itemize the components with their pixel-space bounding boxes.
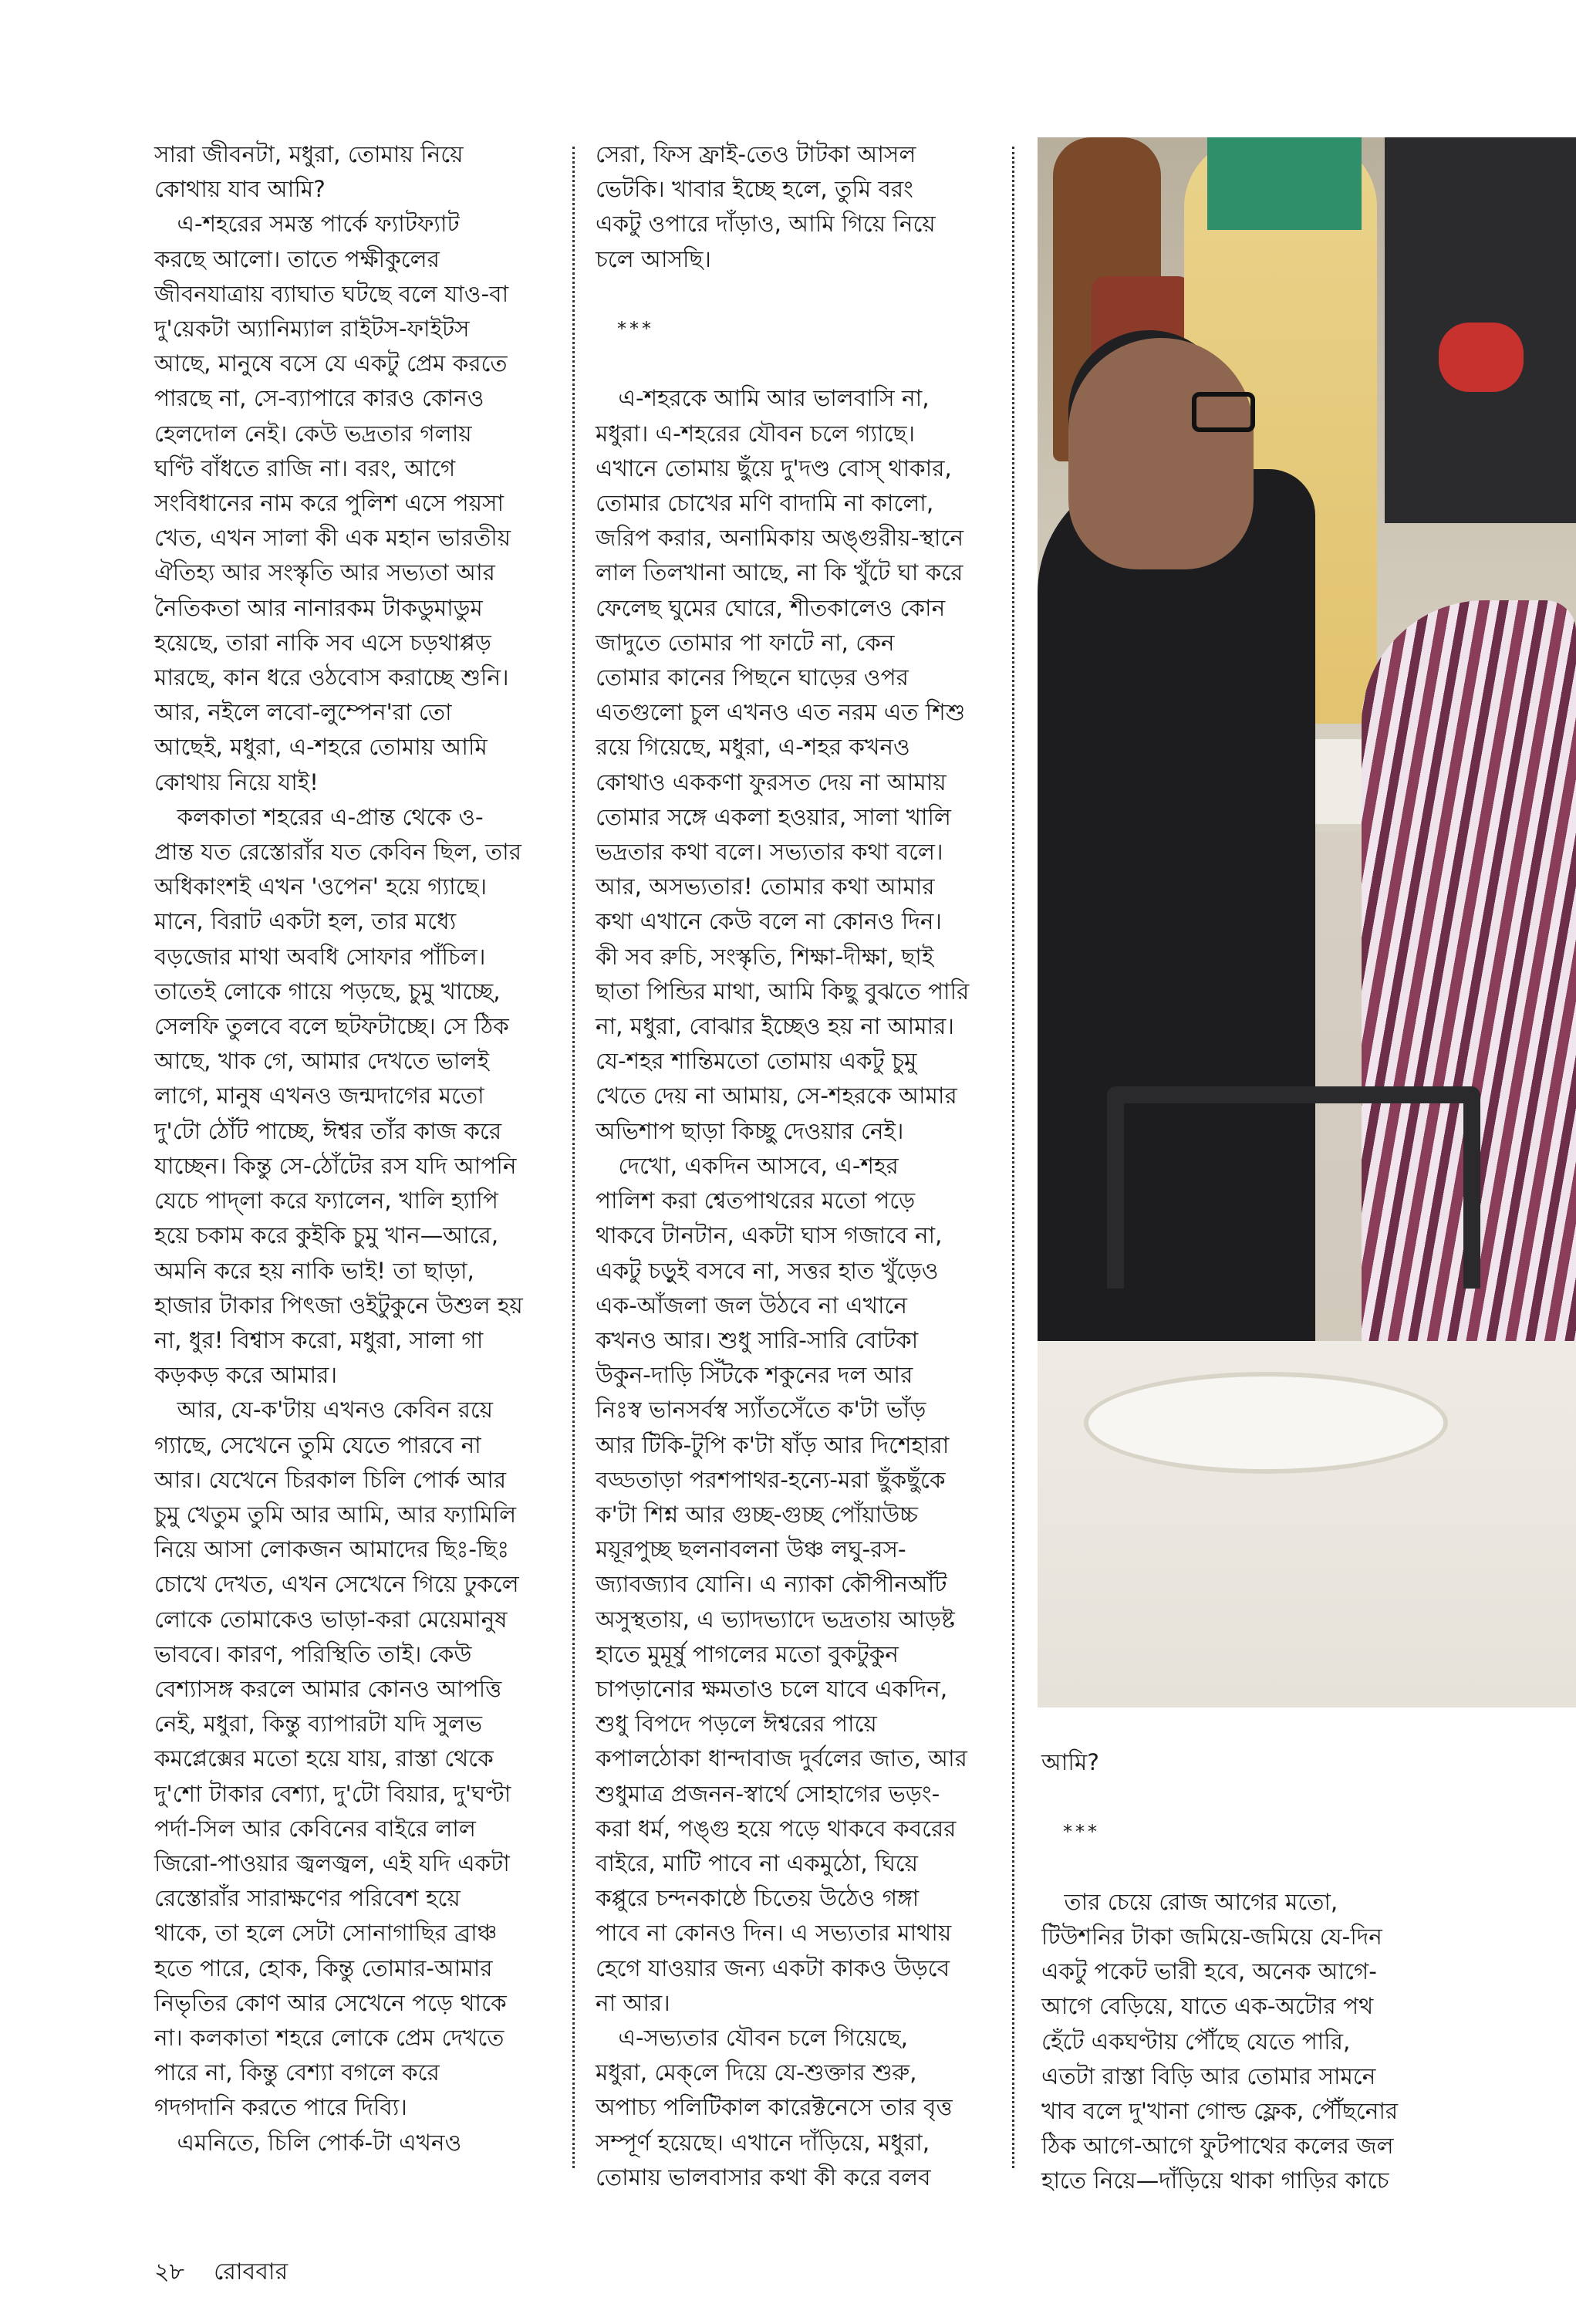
text-line: মারছে, কান ধরে ওঠবোস করাচ্ছে শুনি। <box>154 664 509 691</box>
text-line: সেরা, ফিস ফ্রাই-তেও টাটকা আসল <box>596 141 916 167</box>
text-line: ফেলেছ ঘুমের ঘোরে, শীতকালেও কোন <box>596 594 946 621</box>
text-line: শুধুমাত্র প্রজনন-স্বার্থে সোহাগের ভড়ং- <box>596 1780 940 1807</box>
text-line: বাইরে, মাটি পাবে না একমুঠো, ঘিয়ে <box>596 1849 919 1876</box>
text-line: আর। যেখেনে চিরকাল চিলি পোর্ক আর <box>154 1466 507 1493</box>
text-line: হেঁটে একঘণ্টায় পৌঁছে যেতে পারি, <box>1041 2028 1351 2055</box>
text-line: পর্দা-সিল আর কেবিনের বাইরে লাল <box>154 1815 476 1842</box>
text-line: এখানে তোমায় ছুঁয়ে দু'দণ্ড বোস্‌ থাকার, <box>596 454 952 481</box>
text-line: কপ্পুরে চন্দনকাষ্ঠে চিতেয় উঠেও গঙ্গা <box>596 1885 920 1912</box>
text-line: একটু চড়ুই বসবে না, সত্তর হাত খুঁড়েও <box>596 1257 939 1284</box>
text-line: খেতে দেয় না আমায়, সে-শহরকে আমার <box>596 1083 957 1110</box>
text-line: জরিপ করার, অনামিকায় অঙ্গুরীয়-স্থানে <box>596 525 963 552</box>
page-number: ২৮ <box>154 2258 184 2285</box>
text-line: কখনও আর। শুধু সারি-সারি বোটকা <box>596 1326 919 1353</box>
text-line: পাবে না কোনও দিন। এ সভ্যতার মাথায় <box>596 1920 952 1947</box>
text-line: লাগে, মানুষ এখনও জন্মদাগের মতো <box>154 1083 484 1110</box>
text-line: কী সব রুচি, সংস্কৃতি, শিক্ষা-দীক্ষা, ছাই <box>596 943 934 970</box>
text-line: সংবিধানের নাম করে পুলিশ এসে পয়সা <box>154 490 505 517</box>
text-line: অমনি করে হয় নাকি ভাই! তা ছাড়া, <box>154 1257 474 1284</box>
text-line: করা ধর্ম, পঙ্গু হয়ে পড়ে থাকবে কবরের <box>596 1815 957 1842</box>
text-line: ছাতা পিন্ডির মাথা, আমি কিছু বুঝতে পারি <box>596 978 970 1005</box>
text-line: টিউশনির টাকা জমিয়ে-জমিয়ে যে-দিন <box>1041 1924 1382 1951</box>
text-line: পারছে না, সে-ব্যাপারে কারও কোনও <box>154 385 484 412</box>
text-line <box>1041 1850 1443 1885</box>
text-line: হাজার টাকার পিৎজা ওইটুকুনে উশুল হয় <box>154 1292 523 1319</box>
text-line: থাকে, তা হলে সেটা সোনাগাছির ব্রাঞ্চ <box>154 1920 498 1947</box>
text-line <box>1041 1780 1443 1815</box>
text-line: চলে আসছি। <box>596 245 711 272</box>
text-line: ভদ্রতার কথা বলে। সভ্যতার কথা বলে। <box>596 839 943 866</box>
text-line: লাল তিলখানা আছে, না কি খুঁটে ঘা করে <box>596 559 963 586</box>
text-line: গ্যাছে, সেখেনে তুমি যেতে পারবে না <box>154 1431 481 1458</box>
text-line: উকুন-দাড়ি সিঁটকে শকুনের দল আর <box>596 1362 913 1389</box>
text-line: আর, নইলে লবো-লুম্পেন'রা তো <box>154 699 452 726</box>
restaurant-photo <box>1038 137 1576 1708</box>
text-line: বড্ডতাড়া পরশপাথর-হন্যে-মরা ছুঁকছুঁকে <box>596 1466 946 1493</box>
text-line: ঘণ্টি বাঁধতে রাজি না। বরং, আগে <box>154 454 456 481</box>
text-line: ময়ূরপুচ্ছ ছলনাবলনা উঞ্চ লঘু-রস- <box>596 1536 906 1563</box>
text-line: জ্যাবজ্যাব যোনি। এ ন্যাকা কৌপীনআঁট <box>596 1571 947 1598</box>
text-line: গদগদানি করতে পারে দিব্যি। <box>154 2094 407 2121</box>
text-line: এক-আঁজলা জল উঠবে না এখানে <box>596 1292 907 1319</box>
text-line: অসুস্থতায়, এ ভ্যাদভ্যাদে ভদ্রতায় আড়ষ্ট <box>596 1606 955 1633</box>
text-line: আছেই, মধুরা, এ-শহরে তোমায় আমি <box>154 734 488 761</box>
text-line: এ-শহরের সমস্ত পার্কে ফ্যাটফ্যাট <box>154 211 460 238</box>
text-line: তাতেই লোকে গায়ে পড়ছে, চুমু খাচ্ছে, <box>154 978 501 1005</box>
text-line: এ-শহরকে আমি আর ভালবাসি না, <box>596 385 930 412</box>
text-line: এ-সভ্যতার যৌবন চলে গিয়েছে, <box>596 2024 908 2051</box>
text-line: নিঃস্ব ভানসর্বস্ব স্যাঁতসেঁতে ক'টা ভাঁড় <box>596 1397 926 1424</box>
text-line <box>596 346 997 381</box>
text-line: না আর। <box>596 1989 670 2016</box>
magazine-name: রোববার <box>214 2258 289 2285</box>
text-line: ক'টা শিশ্ন আর গুচ্ছ-গুচ্ছ পোঁয়াউচ্চ <box>596 1501 918 1528</box>
text-line: দু'টো ঠোঁট পাচ্ছে, ঈশ্বর তাঁর কাজ করে <box>154 1117 502 1144</box>
text-line: খেত, এখন সালা কী এক মহান ভারতীয় <box>154 525 511 552</box>
text-line: মধুরা। এ-শহরের যৌবন চলে গ্যাছে। <box>596 420 916 447</box>
text-line: চাপড়ানোর ক্ষমতাও চলে যাবে একদিন, <box>596 1675 948 1702</box>
text-line: হয়ে চকাম করে কুইকি চুমু খান—আরে, <box>154 1222 499 1249</box>
text-line: খাব বলে দু'খানা গোল্ড ফ্লেক, পৌঁছনোর <box>1041 2098 1399 2125</box>
text-line: বেশ্যাসঙ্গ করলে আমার কোনও আপত্তি <box>154 1675 502 1702</box>
text-line: শুধু বিপদে পড়লে ঈশ্বরের পায়ে <box>596 1711 877 1738</box>
text-column-1 <box>154 137 555 2160</box>
text-line: জিরো-পাওয়ার জ্বলজ্বল, এই যদি একটা <box>154 1849 510 1876</box>
text-line: *** <box>596 318 654 340</box>
text-line: দু'শো টাকার বেশ্যা, দু'টো বিয়ার, দু'ঘণ্টা <box>154 1780 511 1807</box>
column-divider-1 <box>572 147 575 2168</box>
text-line: আর, যে-ক'টায় এখনও কেবিন রয়ে <box>154 1397 494 1424</box>
text-line: আগে বেড়িয়ে, যাতে এক-অটোর পথ <box>1041 1993 1374 2020</box>
column-divider-2 <box>1012 147 1014 2168</box>
text-line: চুমু খেতুম তুমি আর আমি, আর ফ্যামিলি <box>154 1501 517 1528</box>
text-column-2 <box>596 137 997 2195</box>
text-line: মানে, বিরাট একটা হল, তার মধ্যে <box>154 908 457 935</box>
text-line: সম্পূর্ণ হয়েছে। এখানে দাঁড়িয়ে, মধুরা, <box>596 2129 930 2156</box>
text-line: মধুরা, মেক্‌লে দিয়ে যে-শুক্তার শুরু, <box>596 2059 917 2086</box>
text-line: প্রান্ত যত রেস্তোরাঁর যত কেবিন ছিল, তার <box>154 839 521 866</box>
text-line: ঐতিহ্য আর সংস্কৃতি আর সভ্যতা আর <box>154 559 495 586</box>
text-line: আমি? <box>1041 1749 1099 1775</box>
text-line: এতগুলো চুল এখনও এত নরম এত শিশু <box>596 699 966 726</box>
text-line: থাকবে টানটান, একটা ঘাস গজাবে না, <box>596 1222 943 1249</box>
text-line: পারে না, কিন্তু বেশ্যা বগলে করে <box>154 2059 440 2086</box>
text-line: না। কলকাতা শহরে লোকে প্রেম দেখতে <box>154 2024 505 2051</box>
text-line: কথা এখানে কেউ বলে না কোনও দিন। <box>596 908 942 935</box>
text-line: আছে, খাক গে, আমার দেখতে ভালই <box>154 1048 489 1075</box>
text-line: দেখো, একদিন আসবে, এ-শহর <box>596 1152 899 1179</box>
text-line: তোমায় ভালবাসার কথা কী করে বলব <box>596 2164 931 2191</box>
text-line: কমপ্লেক্সের মতো হয়ে যায়, রাস্তা থেকে <box>154 1745 494 1772</box>
text-line: লোকে তোমাকেও ভাড়া-করা মেয়েমানুষ <box>154 1606 508 1633</box>
text-line: হেগে যাওয়ার জন্য একটা কাকও উড়বে <box>596 1954 950 1981</box>
text-line: যেচে পাদ্লা করে ফ্যালেন, খালি হ্যাপি <box>154 1187 498 1214</box>
text-line: নৈতিকতা আর নানারকম টাকডুমাডুম <box>154 594 483 621</box>
text-line: কলকাতা শহরের এ-প্রান্ত থেকে ও- <box>154 803 484 830</box>
text-line: আছে, মানুষে বসে যে একটু প্রেম করতে <box>154 350 508 377</box>
text-line: দু'য়েকটা অ্যানিম্যাল রাইটস-ফাইটস <box>154 316 470 343</box>
text-line: যে-শহর শান্তিমতো তোমায় একটু চুমু <box>596 1048 917 1075</box>
text-line: হাতে নিয়ে—দাঁড়িয়ে থাকা গাড়ির কাচে <box>1041 2167 1389 2194</box>
text-line: হেলদোল নেই। কেউ ভদ্রতার গলায় <box>154 420 472 447</box>
text-line: তোমার সঙ্গে একলা হওয়ার, সালা খালি <box>596 803 951 830</box>
text-line: নিভৃতির কোণ আর সেখেনে পড়ে থাকে <box>154 1989 507 2016</box>
text-line: অপাচ্য পলিটিকাল কারেক্টনেসে তার বৃত্ত <box>596 2094 953 2121</box>
text-line: ঠিক আগে-আগে ফুটপাথের কলের জল <box>1041 2133 1394 2160</box>
text-line: অধিকাংশই এখন 'ওপেন' হয়ে গ্যাছে। <box>154 873 488 900</box>
text-column-3 <box>1041 1745 1443 2199</box>
text-line: তার চেয়ে রোজ আগের মতো, <box>1041 1888 1338 1915</box>
text-line: ভাববে। কারণ, পরিস্থিতি তাই। কেউ <box>154 1640 472 1667</box>
text-line: চোখে দেখত, এখন সেখেনে গিয়ে ঢুকলে <box>154 1571 519 1598</box>
text-line: না, মধুরা, বোঝার ইচ্ছেও হয় না আমার। <box>596 1013 954 1040</box>
text-line: পালিশ করা শ্বেতপাথরের মতো পড়ে <box>596 1187 916 1214</box>
text-line: সেলফি তুলবে বলে ছটফটাচ্ছে। সে ঠিক <box>154 1013 509 1040</box>
text-line: হয়েছে, তারা নাকি সব এসে চড়থাপ্পড় <box>154 629 491 656</box>
text-line: হাতে মুমূর্ষু পাগলের মতো বুকটুকুন <box>596 1640 899 1667</box>
page-footer <box>154 2253 288 2292</box>
text-line: রয়ে গিয়েছে, মধুরা, এ-শহর কখনও <box>596 734 910 761</box>
text-line: রেস্তোরাঁর সারাক্ষণের পরিবেশ হয়ে <box>154 1885 461 1912</box>
text-line: আর টিকি-টুপি ক'টা ষাঁড় আর দিশেহারা <box>596 1431 950 1458</box>
text-line: নিয়ে আসা লোকজন আমাদের ছিঃ-ছিঃ <box>154 1536 510 1563</box>
text-line: কোথাও এককণা ফুরসত দেয় না আমায় <box>596 768 947 795</box>
text-line: কপালঠোকা ধান্দাবাজ দুর্বলের জাত, আর <box>596 1745 967 1772</box>
text-line: করছে আলো। তাতে পক্ষীকুলের <box>154 245 440 272</box>
text-line: একটু পকেট ভারী হবে, অনেক আগে- <box>1041 1958 1377 1985</box>
text-line: যাচ্ছেন। কিন্তু সে-ঠোঁটের রস যদি আপনি <box>154 1152 517 1179</box>
text-line: নেই, মধুরা, কিন্তু ব্যাপারটা যদি সুলভ <box>154 1711 483 1738</box>
text-line: ভেটকি। খাবার ইচ্ছে হলে, তুমি বরং <box>596 176 913 203</box>
text-line: কড়কড় করে আমার। <box>154 1362 337 1389</box>
text-line <box>596 277 997 312</box>
text-line: তোমার কানের পিছনে ঘাড়ের ওপর <box>596 664 909 691</box>
text-line: না, ধুর! বিশ্বাস করো, মধুরা, সালা গা <box>154 1326 484 1353</box>
text-line: অভিশাপ ছাড়া কিচ্ছু দেওয়ার নেই। <box>596 1117 904 1144</box>
text-line: এমনিতে, চিলি পোর্ক-টা এখনও <box>154 2129 462 2156</box>
text-line: একটু ওপারে দাঁড়াও, আমি গিয়ে নিয়ে <box>596 211 936 238</box>
text-line: জাদুতে তোমার পা ফাটে না, কেন <box>596 629 895 656</box>
text-line: আর, অসভ্যতার! তোমার কথা আমার <box>596 873 935 900</box>
text-line: জীবনযাত্রায় ব্যাঘাত ঘটছে বলে যাও-বা <box>154 280 509 307</box>
text-line: হতে পারে, হোক, কিন্তু তোমার-আমার <box>154 1954 493 1981</box>
text-line: কোথায় যাব আমি? <box>154 176 326 203</box>
text-line: *** <box>1041 1821 1100 1843</box>
text-line: কোথায় নিয়ে যাই! <box>154 768 319 795</box>
text-line: সারা জীবনটা, মধুরা, তোমায় নিয়ে <box>154 141 464 167</box>
text-line: বড়জোর মাথা অবধি সোফার পাঁচিল। <box>154 943 486 970</box>
text-line: তোমার চোখের মণি বাদামি না কালো, <box>596 490 934 517</box>
text-line: এতটা রাস্তা বিড়ি আর তোমার সামনে <box>1041 2062 1376 2089</box>
